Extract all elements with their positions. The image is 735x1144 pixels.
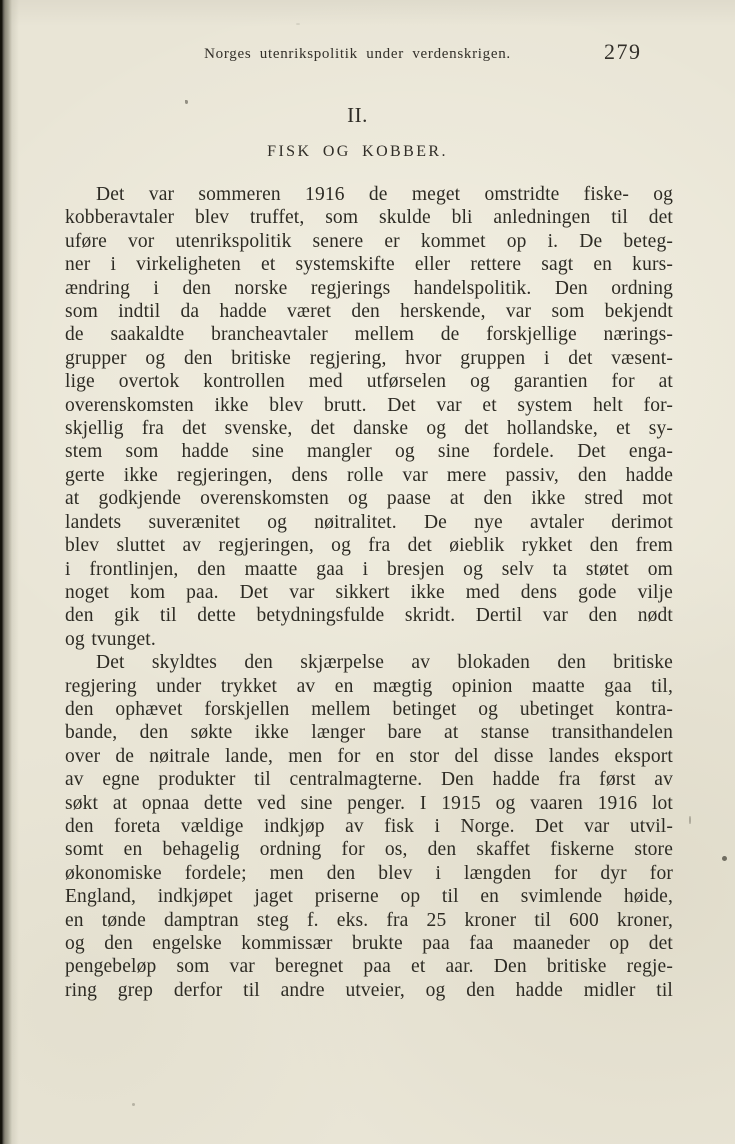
text-line: ændring i den norske regjerings handelspolitik. Den ordning xyxy=(65,277,673,299)
text-line: uføre vor utenrikspolitik senere er kommet op i. De beteg- xyxy=(65,230,673,252)
body-text xyxy=(65,183,673,1002)
text-line: Det var sommeren 1916 de meget omstridte fiske- og xyxy=(96,184,673,205)
text-line: den ophævet forskjellen mellem betinget og ubetinget kontra- xyxy=(65,698,673,720)
paragraph xyxy=(65,183,673,651)
text-line: somt en behagelig ordning for os, den skaffet fiskerne store xyxy=(65,839,673,861)
text-line: ring grep derfor til andre utveier, og den hadde midler til xyxy=(65,979,673,1001)
text-line: stem som hadde sine mangler og sine fordele. Det enga- xyxy=(65,441,673,463)
page-number: 279 xyxy=(604,39,642,64)
text-line: gerte ikke regjeringen, dens rolle var mere passiv, den hadde xyxy=(65,464,673,486)
text-line: og den engelske kommissær brukte paa faa maaneder op det xyxy=(65,933,673,954)
paper-speck xyxy=(722,856,727,861)
text-line: kobberavtaler blev truffet, som skulde bli anledningen til det xyxy=(65,207,673,229)
text-line: en tønde damptran steg f. eks. fra 25 kroner til 600 kroner, xyxy=(65,909,673,931)
text-line: og tvunget. xyxy=(65,628,156,650)
text-line: i frontlinjen, den maatte gaa i bresjen og selv ta støtet om xyxy=(65,558,673,580)
section-heading: FISK OG KOBBER. xyxy=(267,143,448,160)
text-line: bande, den søkte ikke længer bare at stanse transithandelen xyxy=(65,722,673,744)
text-line: England, indkjøpet jaget priserne op til en svimlende høide, xyxy=(65,886,673,908)
paper-speck xyxy=(689,816,691,824)
text-line: over de nøitrale lande, men for en stor del disse landes eksport xyxy=(65,745,673,767)
text-line: grupper og den britiske regjering, hvor gruppen i det væsent- xyxy=(65,347,673,369)
text-line: Det skyldtes den skjærpelse av blokaden den britiske xyxy=(96,652,673,674)
text-line: lige overtok kontrollen med utførselen og garantien for at xyxy=(65,371,673,393)
text-line: pengebeløp som var beregnet paa et aar. Den britiske regje- xyxy=(65,956,673,978)
text-line: den gik til dette betydningsfulde skridt. Dertil var den nødt xyxy=(65,605,673,627)
text-line: som indtil da hadde været den herskende, var som bekjendt xyxy=(65,301,673,323)
text-line: blev sluttet av regjeringen, og fra det øieblik rykket den frem xyxy=(65,535,673,557)
paper-speck xyxy=(185,100,188,104)
text-line: skjellig fra det svenske, det danske og det hollandske, et sy- xyxy=(65,418,673,440)
paper-speck xyxy=(132,1103,135,1106)
text-line: ner i virkeligheten et systemskifte eller rettere sagt en kurs- xyxy=(65,254,673,276)
text-line: av egne produkter til centralmagterne. Den hadde fra først av xyxy=(65,769,673,791)
paper-speck xyxy=(296,23,300,25)
text-line: overenskomsten ikke blev brutt. Det var et system helt for- xyxy=(65,394,673,416)
text-line: noget kom paa. Det var sikkert ikke med dens gode vilje xyxy=(65,581,673,603)
text-line: de saakaldte brancheavtaler mellem de forskjellige nærings- xyxy=(65,324,673,346)
text-line: økonomiske fordele; men den blev i længden for dyr for xyxy=(65,862,673,884)
text-line: den foreta vældige indkjøp av fisk i Norge. Det var utvil- xyxy=(65,815,673,837)
text-line: landets suverænitet og nøitralitet. De nye avtaler derimot xyxy=(65,511,673,533)
text-line: at godkjende overenskomsten og paase at den ikke stred mot xyxy=(65,488,673,510)
text-line: regjering under trykket av en mægtig opinion maatte gaa til, xyxy=(65,675,673,697)
paragraph xyxy=(65,651,673,1002)
text-line: søkt at opnaa dette ved sine penger. I 1915 og vaaren 1916 lot xyxy=(65,792,673,814)
running-header: Norges utenrikspolitik under verdenskrigen. xyxy=(204,46,511,62)
chapter-heading: II. xyxy=(347,103,368,127)
